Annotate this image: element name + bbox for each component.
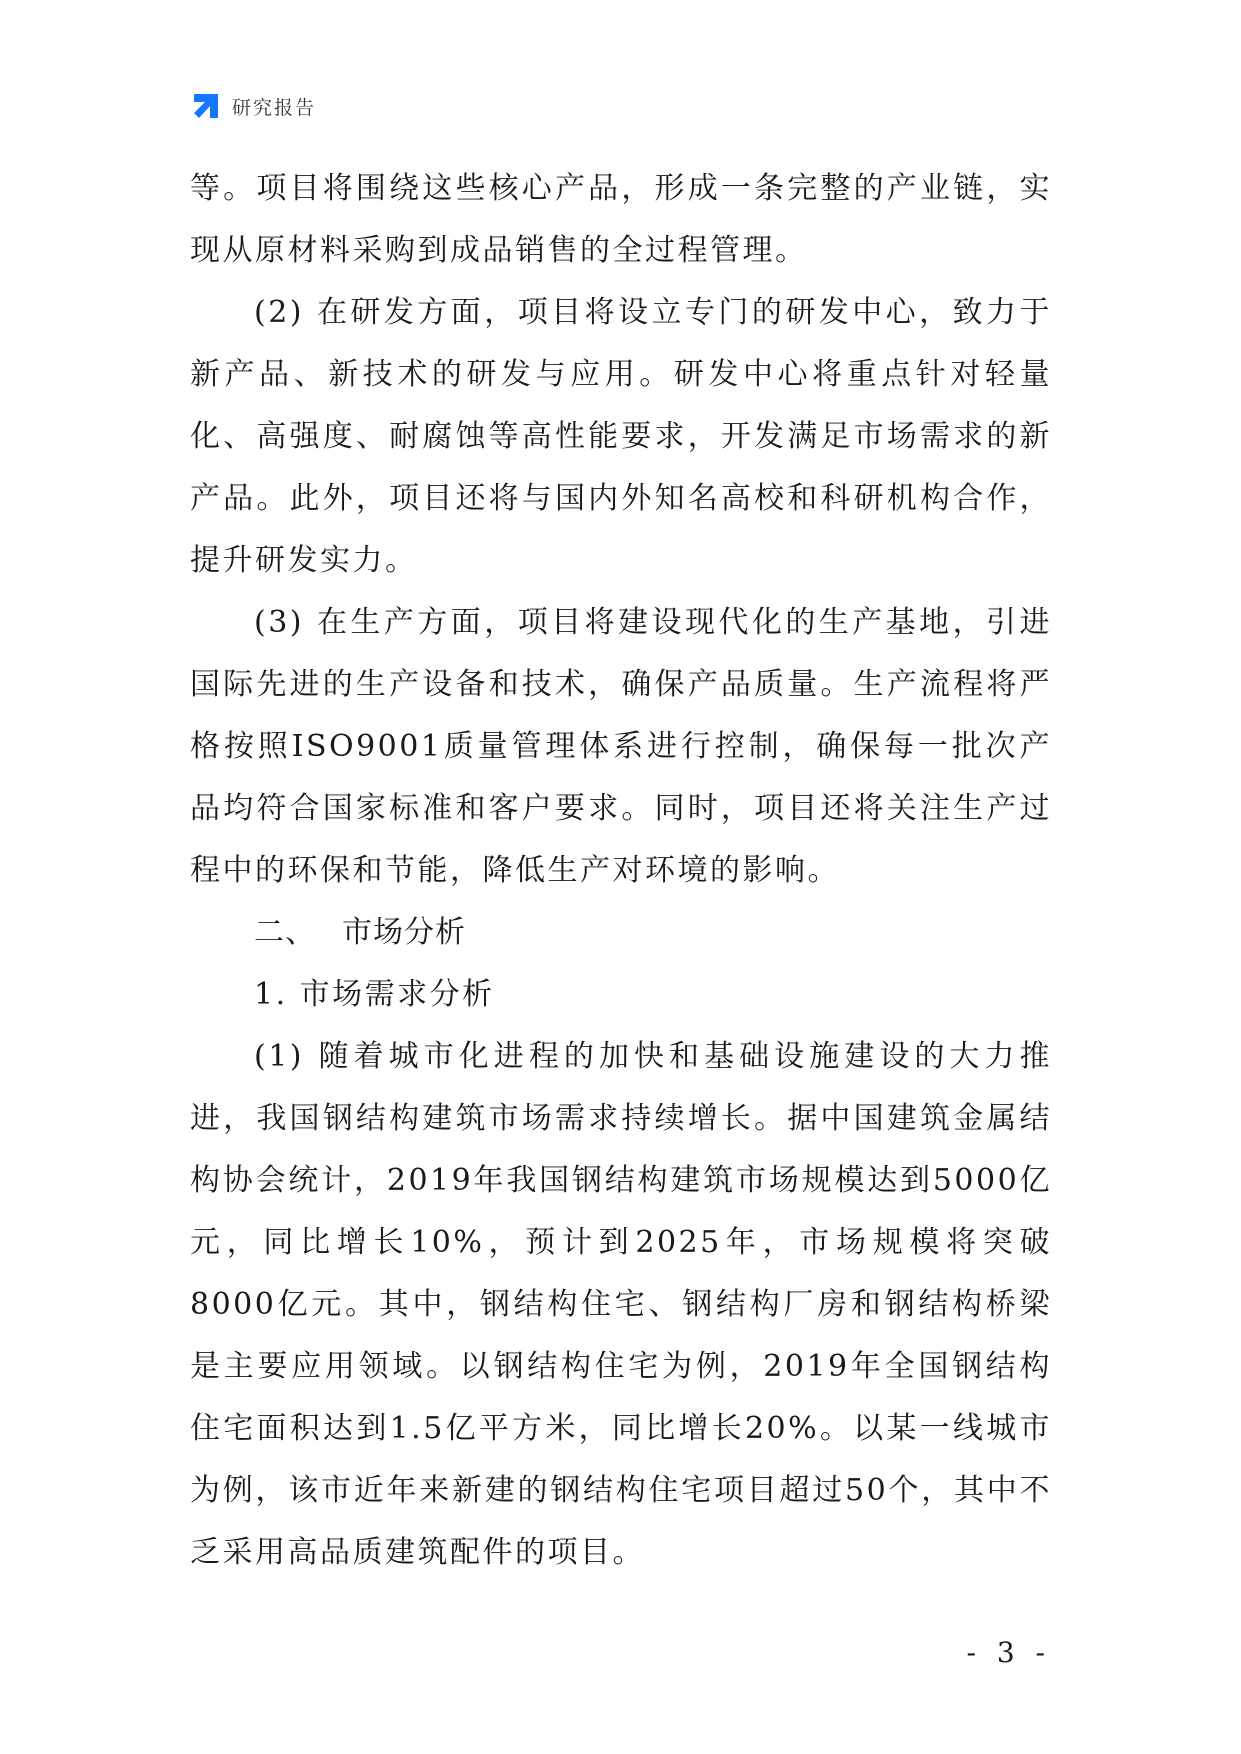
section-title: 市场分析: [342, 915, 466, 950]
report-logo-icon: [190, 90, 222, 122]
page-number: - 3 -: [966, 1636, 1051, 1669]
section-number: 二、: [254, 915, 316, 950]
page-header: [190, 88, 316, 124]
paragraph-rnd: (2) 在研发方面，项目将设立专门的研发中心，致力于新产品、新技术的研发与应用。研发中心将重点针对轻量化、高强度、耐腐蚀等高性能要求，开发满足市场需求的新产品。此外，项目还将与国内外知名高校和科研机构合作，提升研发实力。: [190, 295, 1052, 578]
paragraph-market-demand: (1) 随着城市化进程的加快和基础设施建设的大力推进，我国钢结构建筑市场需求持续增长。据中国建筑金属结构协会统计，2019年我国钢结构建筑市场规模达到5000亿元，同比增长10%，预计到2025年，市场规模将突破8000亿元。其中，钢结构住宅、钢结构厂房和钢结构桥梁是主要应用领域。以钢结构住宅为例，2019年全国钢结构住宅面积达到1.5亿平方米，同比增长20%。以某一线城市为例，该市近年来新建的钢结构住宅项目超过50个，其中不乏采用高品质建筑配件的项目。: [190, 1039, 1052, 1570]
paragraph-production: (3) 在生产方面，项目将建设现代化的生产基地，引进国际先进的生产设备和技术，确保产品质量。生产流程将严格按照ISO9001质量管理体系进行控制，确保每一批次产品均符合国家标准和客户要求。同时，项目还将关注生产过程中的环保和节能，降低生产对环境的影响。: [190, 605, 1052, 888]
header-title: 研究报告: [232, 96, 317, 119]
subsection-heading-market-demand: 1. 市场需求分析: [254, 977, 495, 1012]
document-body: [190, 158, 1052, 1584]
paragraph-industry-chain: 等。项目将围绕这些核心产品，形成一条完整的产业链，实现从原材料采购到成品销售的全过程管理。: [190, 171, 1052, 268]
section-heading-market-analysis: [190, 902, 1052, 964]
